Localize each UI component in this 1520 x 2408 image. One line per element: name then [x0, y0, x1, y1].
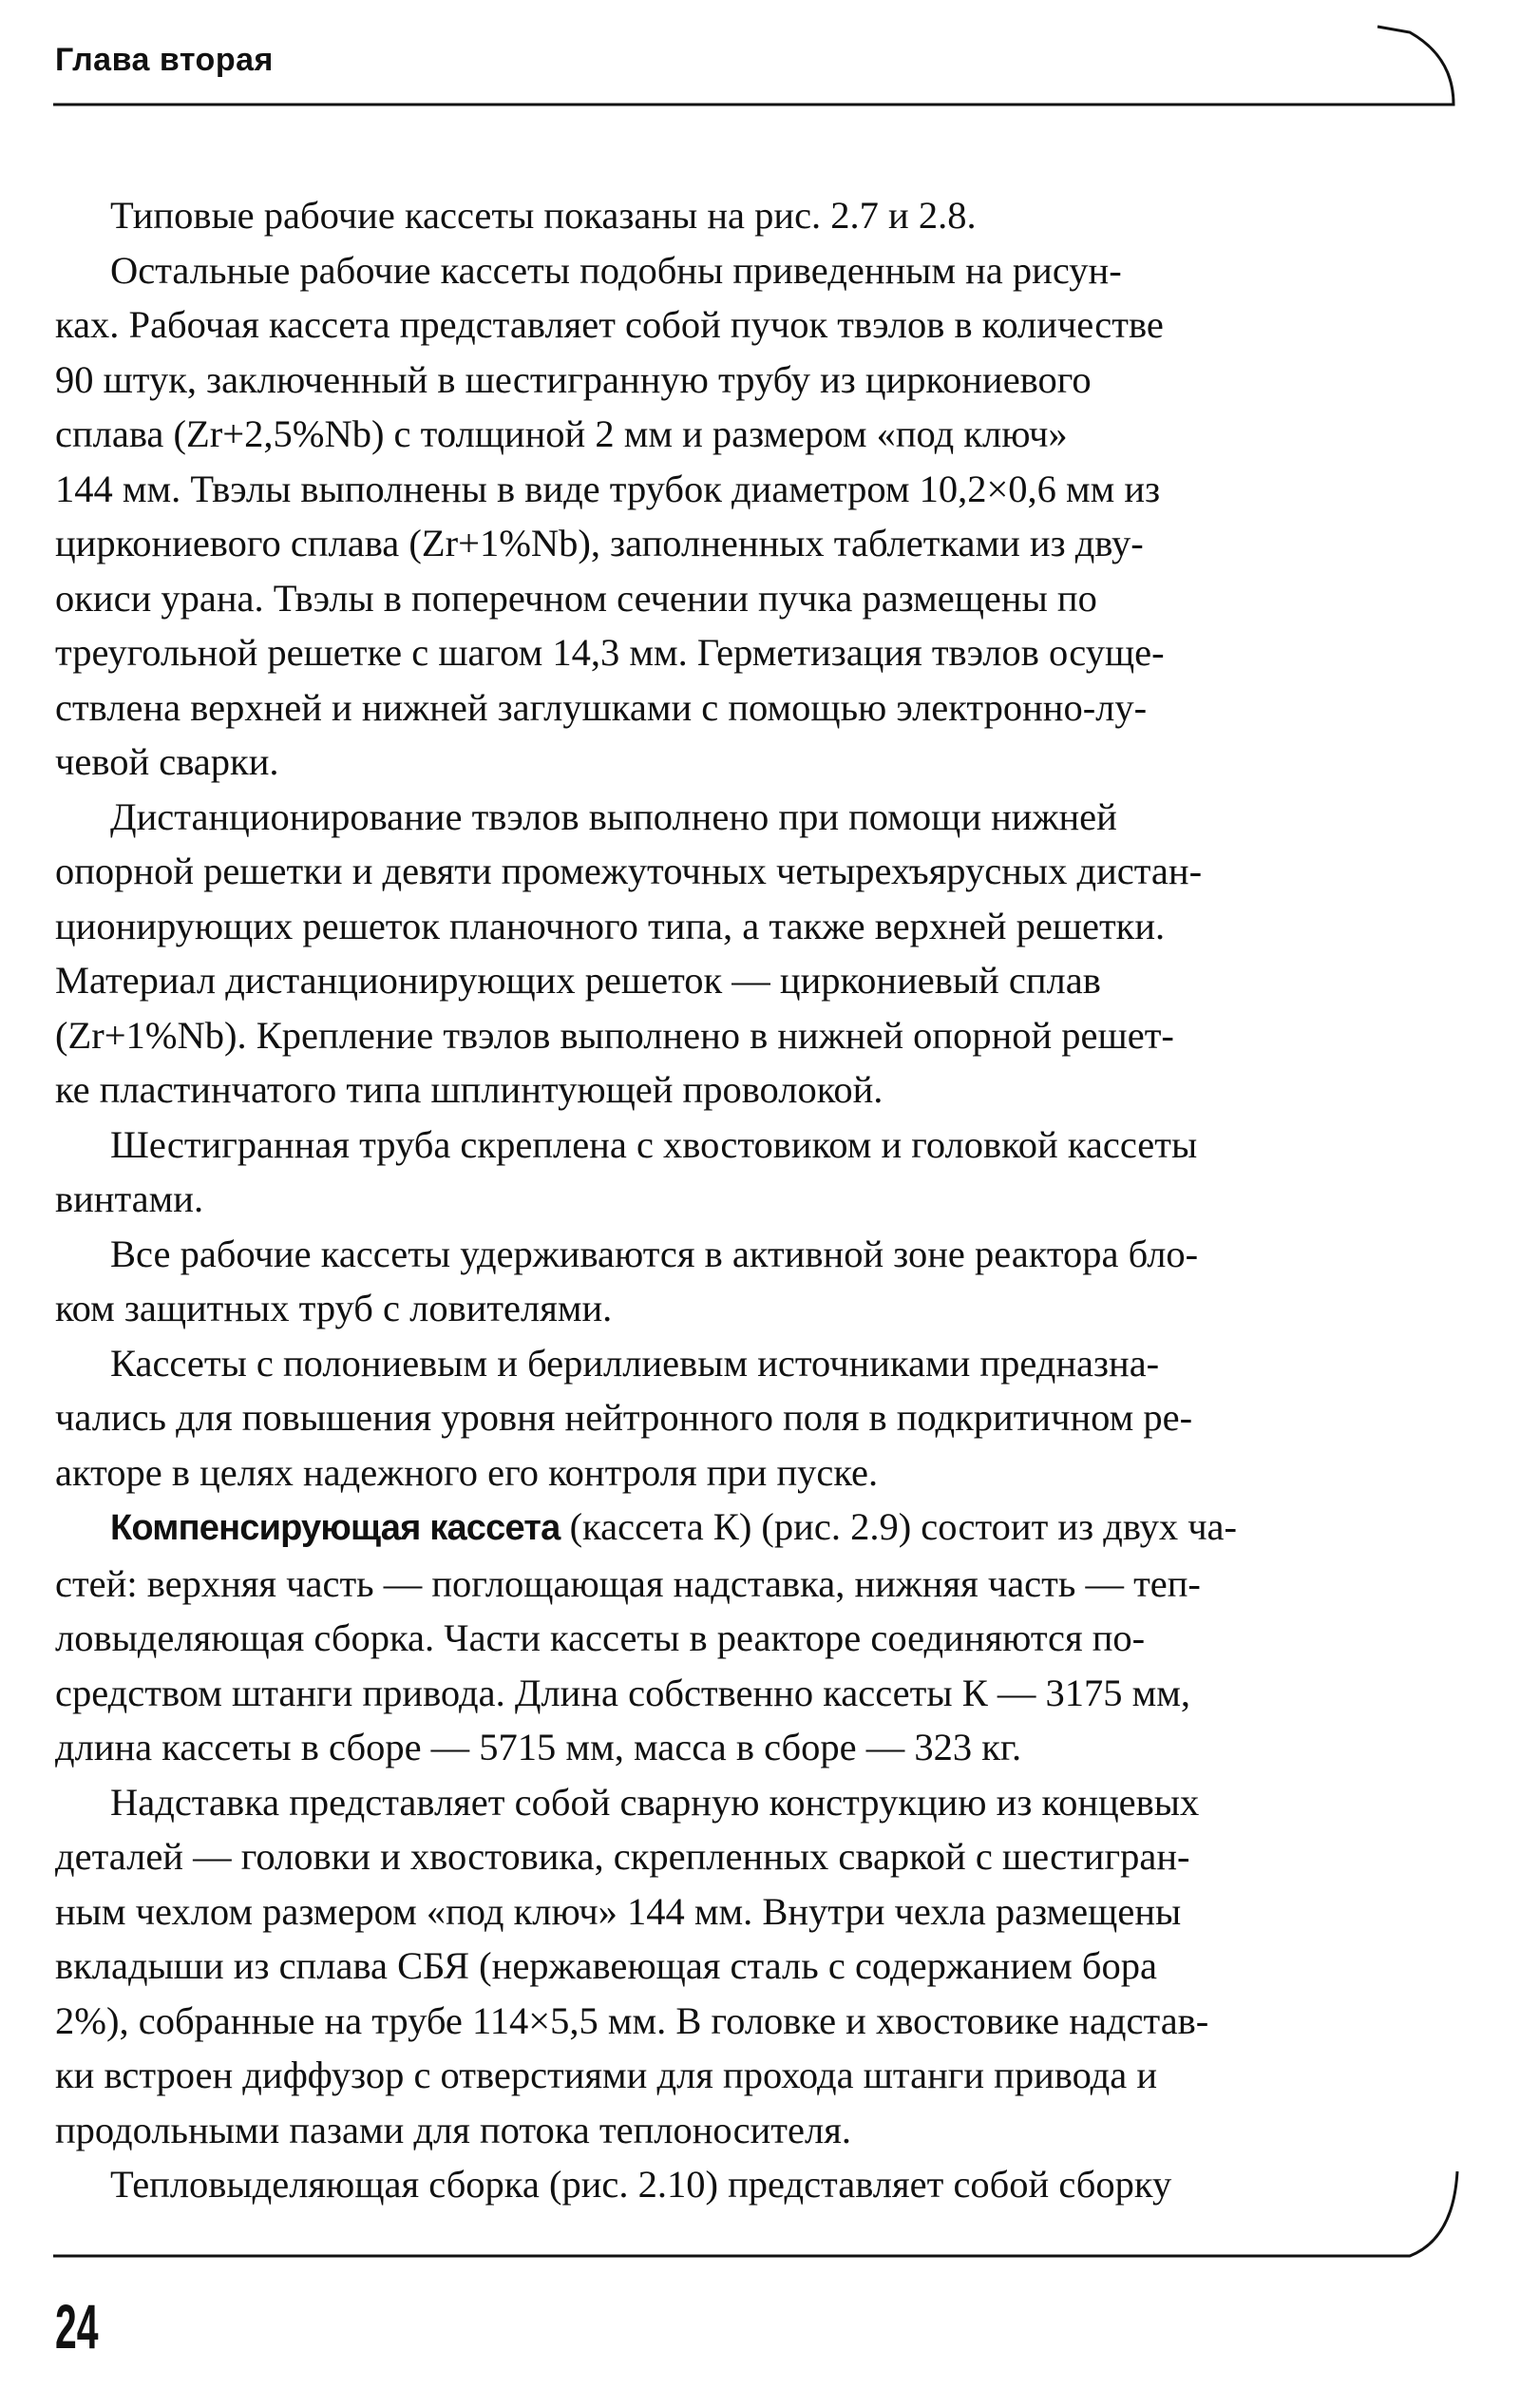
paragraph-8: Надставка представляет собой сварную конструкцию из концевых деталей — головки и хвостовика, скрепленных сваркой с шестигран- ным чехлом размером «под ключ» 144 мм. Внутри чехла размещены вкладыши из сплава СБЯ (нержавеющая сталь с содержанием бора 2%), собранные на трубе 114×5,5 мм. В головке и хвостовике надстав- ки встроен диффузор с отверстиями для прохода штанги привода и продольными пазами для потока теплоносителя.: [55, 1780, 1209, 2151]
paragraph-5: Все рабочие кассеты удерживаются в активной зоне реактора бло- ком защитных труб с ловителями.: [55, 1232, 1199, 1329]
paragraph-3: Дистанционирование твэлов выполнено при помощи нижней опорной решетки и девяти промежуточных четырехъярусных дистан- ционирующих решеток планочного типа, а также верхней решетки. Материал дистанционирующих решеток — циркониевый сплав (Zr+1%Nb). Крепление твэлов выполнено в нижней опорной решет- ке пластинчатого типа шплинтующей проволокой.: [55, 794, 1203, 1111]
paragraph-2: Остальные рабочие кассеты подобны приведенным на рисун- ках. Рабочая кассета представляет собой пучок твэлов в количестве 90 штук, заключенный в шестигранную трубу из циркониевого сплава (Zr+2,5%Nb) с толщиной 2 мм и размером «под ключ» 144 мм. Твэлы выполнены в виде трубок диаметром 10,2×0,6 мм из циркониевого сплава (Zr+1%Nb), заполненных таблетками из дву- окиси урана. Твэлы в поперечном сечении пучка размещены по треугольной решетке с шагом 14,3 мм. Герметизация твэлов осуще- ствлена верхней и нижней заглушками с помощью электронно-лу- чевой сварки.: [55, 248, 1165, 783]
term-compensating-cassette: Компенсирующая кассета: [110, 1508, 560, 1548]
page-number: 24: [55, 2291, 99, 2361]
paragraph-7: Компенсирующая кассета (кассета К) (рис. 2.9) состоит из двух ча- стей: верхняя часть — поглощающая надставка, нижняя часть — теп- ловыделяющая сборка. Части кассеты в реакторе соединяются по- средством штанги привода. Длина собственно кассеты К — 3175 мм, длина кассеты в сборе — 5715 мм, масса в сборе — 323 кг.: [55, 1505, 1238, 1768]
paragraph-4: Шестигранная труба скреплена с хвостовиком и головкой кассеты винтами.: [55, 1122, 1198, 1220]
paragraph-1: Типовые рабочие кассеты показаны на рис. 2.7 и 2.8.: [110, 194, 977, 237]
paragraph-6: Кассеты с полониевым и бериллиевым источниками предназна- чались для повышения уровня нейтронного поля в подкритичном ре- акторе в целях надежного его контроля при пуске.: [55, 1341, 1193, 1494]
chapter-title: Глава вторая: [55, 42, 274, 78]
body-text: [55, 188, 1461, 2212]
paragraph-9: Тепловыделяющая сборка (рис. 2.10) представляет собой сборку: [110, 2163, 1172, 2206]
